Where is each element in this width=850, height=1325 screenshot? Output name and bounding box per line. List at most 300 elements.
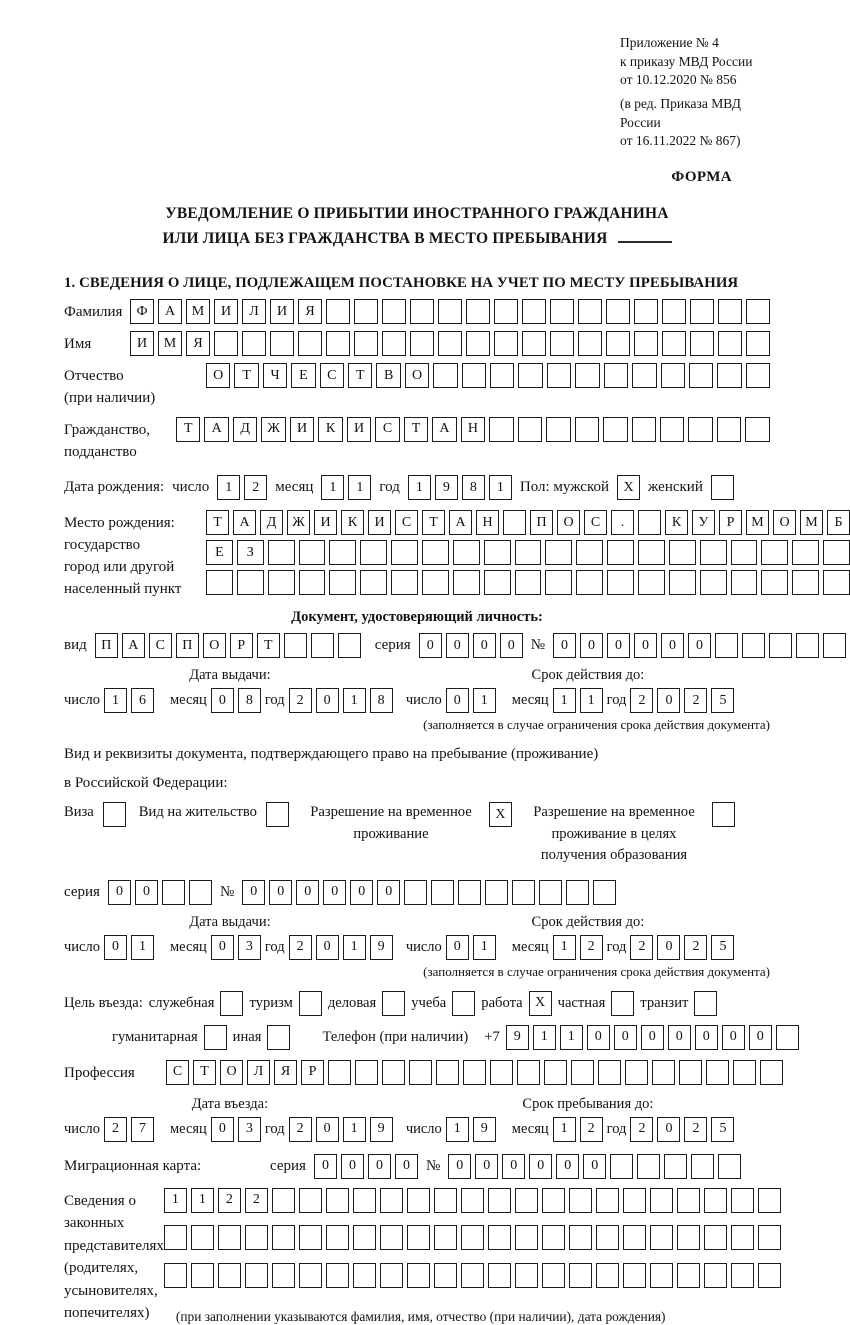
char-box[interactable]	[284, 633, 307, 658]
char-box[interactable]: 0	[104, 935, 127, 960]
char-box[interactable]: А	[122, 633, 145, 658]
char-box[interactable]: 1	[553, 688, 576, 713]
char-box[interactable]	[218, 1225, 241, 1250]
char-box[interactable]: И	[368, 510, 391, 535]
char-box[interactable]: 8	[370, 688, 393, 713]
char-box[interactable]: 0	[749, 1025, 772, 1050]
char-box[interactable]	[746, 363, 770, 388]
char-box[interactable]	[431, 880, 454, 905]
char-box[interactable]	[607, 540, 634, 565]
char-box[interactable]: И	[270, 299, 294, 324]
char-box[interactable]: А	[449, 510, 472, 535]
char-box[interactable]: Ч	[263, 363, 287, 388]
char-box[interactable]	[758, 1263, 781, 1288]
char-box[interactable]: О	[557, 510, 580, 535]
char-box[interactable]: Т	[193, 1060, 216, 1085]
char-box[interactable]: 1	[533, 1025, 556, 1050]
char-box[interactable]	[711, 475, 734, 500]
char-box[interactable]	[407, 1188, 430, 1213]
char-box[interactable]	[542, 1263, 565, 1288]
char-box[interactable]: Б	[827, 510, 850, 535]
char-box[interactable]	[434, 1263, 457, 1288]
char-box[interactable]	[632, 363, 656, 388]
char-box[interactable]: Ж	[287, 510, 310, 535]
char-box[interactable]	[694, 991, 717, 1016]
char-box[interactable]: 2	[580, 1117, 603, 1142]
char-box[interactable]	[466, 331, 490, 356]
char-box[interactable]: 9	[473, 1117, 496, 1142]
char-box[interactable]: 0	[135, 880, 158, 905]
char-box[interactable]: 9	[370, 935, 393, 960]
char-box[interactable]: И	[214, 299, 238, 324]
char-box[interactable]	[669, 570, 696, 595]
char-box[interactable]: 1	[343, 935, 366, 960]
char-box[interactable]: А	[158, 299, 182, 324]
char-box[interactable]: О	[203, 633, 226, 658]
char-box[interactable]	[270, 331, 294, 356]
char-box[interactable]: .	[611, 510, 634, 535]
char-box[interactable]	[823, 633, 846, 658]
char-box[interactable]: О	[220, 1060, 243, 1085]
char-box[interactable]	[550, 299, 574, 324]
char-box[interactable]	[103, 802, 126, 827]
char-box[interactable]	[191, 1263, 214, 1288]
char-box[interactable]: Е	[206, 540, 233, 565]
char-box[interactable]	[596, 1263, 619, 1288]
char-box[interactable]: 0	[316, 688, 339, 713]
char-box[interactable]: 1	[489, 475, 512, 500]
char-box[interactable]: 1	[560, 1025, 583, 1050]
char-box[interactable]	[391, 540, 418, 565]
char-box[interactable]	[353, 1188, 376, 1213]
char-box[interactable]: Д	[260, 510, 283, 535]
char-box[interactable]	[569, 1263, 592, 1288]
char-box[interactable]: Р	[301, 1060, 324, 1085]
char-box[interactable]: 1	[553, 935, 576, 960]
char-box[interactable]: 2	[684, 1117, 707, 1142]
char-box[interactable]: 2	[684, 935, 707, 960]
char-box[interactable]	[484, 570, 511, 595]
char-box[interactable]	[575, 363, 599, 388]
char-box[interactable]	[623, 1225, 646, 1250]
char-box[interactable]	[299, 1225, 322, 1250]
char-box[interactable]	[542, 1225, 565, 1250]
char-box[interactable]	[611, 991, 634, 1016]
char-box[interactable]: 1	[473, 935, 496, 960]
char-box[interactable]: 2	[580, 935, 603, 960]
char-box[interactable]	[704, 1263, 727, 1288]
char-box[interactable]: 0	[529, 1154, 552, 1179]
char-box[interactable]: 2	[630, 1117, 653, 1142]
char-box[interactable]	[422, 570, 449, 595]
char-box[interactable]: 5	[711, 688, 734, 713]
char-box[interactable]: Ф	[130, 299, 154, 324]
char-box[interactable]	[731, 1225, 754, 1250]
char-box[interactable]: 0	[211, 1117, 234, 1142]
char-box[interactable]: 0	[108, 880, 131, 905]
char-box[interactable]	[453, 540, 480, 565]
char-box[interactable]: 1	[104, 688, 127, 713]
char-box[interactable]: 0	[500, 633, 523, 658]
char-box[interactable]	[354, 331, 378, 356]
char-box[interactable]	[718, 1154, 741, 1179]
char-box[interactable]: 1	[321, 475, 344, 500]
char-box[interactable]: 0	[316, 935, 339, 960]
char-box[interactable]	[746, 299, 770, 324]
char-box[interactable]: 2	[630, 935, 653, 960]
char-box[interactable]: И	[290, 417, 314, 442]
char-box[interactable]	[452, 991, 475, 1016]
char-box[interactable]	[488, 1263, 511, 1288]
char-box[interactable]	[299, 1263, 322, 1288]
char-box[interactable]	[461, 1263, 484, 1288]
char-box[interactable]: 0	[641, 1025, 664, 1050]
char-box[interactable]	[545, 570, 572, 595]
char-box[interactable]	[266, 802, 289, 827]
char-box[interactable]	[596, 1225, 619, 1250]
char-box[interactable]	[438, 331, 462, 356]
char-box[interactable]	[206, 570, 233, 595]
char-box[interactable]	[433, 363, 457, 388]
char-box[interactable]	[638, 570, 665, 595]
char-box[interactable]	[690, 331, 714, 356]
char-box[interactable]: 2	[104, 1117, 127, 1142]
char-box[interactable]	[494, 331, 518, 356]
char-box[interactable]	[409, 1060, 432, 1085]
char-box[interactable]: 1	[580, 688, 603, 713]
char-box[interactable]	[328, 1060, 351, 1085]
char-box[interactable]	[623, 1188, 646, 1213]
char-box[interactable]	[162, 880, 185, 905]
char-box[interactable]: М	[746, 510, 769, 535]
char-box[interactable]	[268, 540, 295, 565]
char-box[interactable]	[463, 1060, 486, 1085]
char-box[interactable]	[715, 633, 738, 658]
char-box[interactable]	[542, 1188, 565, 1213]
char-box[interactable]	[410, 299, 434, 324]
char-box[interactable]	[326, 1263, 349, 1288]
char-box[interactable]	[706, 1060, 729, 1085]
char-box[interactable]: 0	[722, 1025, 745, 1050]
char-box[interactable]	[458, 880, 481, 905]
char-box[interactable]	[410, 331, 434, 356]
char-box[interactable]	[758, 1188, 781, 1213]
char-box[interactable]: И	[314, 510, 337, 535]
char-box[interactable]	[299, 991, 322, 1016]
char-box[interactable]	[823, 540, 850, 565]
char-box[interactable]	[769, 633, 792, 658]
char-box[interactable]: 0	[657, 688, 680, 713]
char-box[interactable]	[494, 299, 518, 324]
char-box[interactable]	[733, 1060, 756, 1085]
char-box[interactable]	[576, 540, 603, 565]
char-box[interactable]: Н	[476, 510, 499, 535]
char-box[interactable]	[575, 417, 599, 442]
char-box[interactable]	[189, 880, 212, 905]
char-box[interactable]	[407, 1225, 430, 1250]
char-box[interactable]	[490, 1060, 513, 1085]
char-box[interactable]: 0	[473, 633, 496, 658]
char-box[interactable]	[677, 1188, 700, 1213]
char-box[interactable]: Т	[176, 417, 200, 442]
char-box[interactable]	[360, 570, 387, 595]
char-box[interactable]	[742, 633, 765, 658]
char-box[interactable]: 0	[446, 935, 469, 960]
char-box[interactable]	[391, 570, 418, 595]
char-box[interactable]	[718, 331, 742, 356]
char-box[interactable]: 2	[218, 1188, 241, 1213]
char-box[interactable]	[484, 540, 511, 565]
char-box[interactable]	[466, 299, 490, 324]
char-box[interactable]: 1	[473, 688, 496, 713]
char-box[interactable]	[625, 1060, 648, 1085]
char-box[interactable]: 9	[435, 475, 458, 500]
char-box[interactable]: 0	[242, 880, 265, 905]
char-box[interactable]	[731, 570, 758, 595]
char-box[interactable]	[380, 1225, 403, 1250]
char-box[interactable]	[382, 299, 406, 324]
char-box[interactable]: 8	[238, 688, 261, 713]
char-box[interactable]	[539, 880, 562, 905]
char-box[interactable]	[298, 331, 322, 356]
char-box[interactable]	[669, 540, 696, 565]
char-box[interactable]	[717, 363, 741, 388]
char-box[interactable]	[712, 802, 735, 827]
char-box[interactable]	[792, 540, 819, 565]
char-box[interactable]: 3	[238, 1117, 261, 1142]
char-box[interactable]: 0	[688, 633, 711, 658]
char-box[interactable]	[490, 363, 514, 388]
char-box[interactable]	[299, 1188, 322, 1213]
char-box[interactable]	[214, 331, 238, 356]
char-box[interactable]	[634, 331, 658, 356]
char-box[interactable]	[267, 1025, 290, 1050]
char-box[interactable]	[689, 363, 713, 388]
char-box[interactable]: 2	[289, 935, 312, 960]
char-box[interactable]	[700, 540, 727, 565]
char-box[interactable]: 0	[211, 935, 234, 960]
char-box[interactable]: X	[489, 802, 512, 827]
char-box[interactable]: 2	[684, 688, 707, 713]
char-box[interactable]	[677, 1263, 700, 1288]
char-box[interactable]: 0	[661, 633, 684, 658]
char-box[interactable]: О	[206, 363, 230, 388]
char-box[interactable]: Т	[404, 417, 428, 442]
char-box[interactable]	[353, 1225, 376, 1250]
char-box[interactable]: 5	[711, 935, 734, 960]
char-box[interactable]	[272, 1225, 295, 1250]
char-box[interactable]	[488, 1188, 511, 1213]
char-box[interactable]	[745, 417, 769, 442]
char-box[interactable]	[245, 1263, 268, 1288]
char-box[interactable]: С	[395, 510, 418, 535]
char-box[interactable]	[329, 540, 356, 565]
char-box[interactable]	[237, 570, 264, 595]
char-box[interactable]	[272, 1188, 295, 1213]
char-box[interactable]	[360, 540, 387, 565]
char-box[interactable]	[662, 299, 686, 324]
char-box[interactable]	[404, 880, 427, 905]
char-box[interactable]	[731, 1263, 754, 1288]
char-box[interactable]	[632, 417, 656, 442]
char-box[interactable]: 0	[446, 688, 469, 713]
char-box[interactable]: 1	[343, 1117, 366, 1142]
char-box[interactable]: 1	[217, 475, 240, 500]
char-box[interactable]	[650, 1263, 673, 1288]
char-box[interactable]	[522, 299, 546, 324]
char-box[interactable]: 0	[657, 1117, 680, 1142]
char-box[interactable]	[380, 1188, 403, 1213]
char-box[interactable]	[380, 1263, 403, 1288]
char-box[interactable]: 1	[343, 688, 366, 713]
char-box[interactable]: 0	[583, 1154, 606, 1179]
char-box[interactable]: 0	[634, 633, 657, 658]
char-box[interactable]	[434, 1225, 457, 1250]
char-box[interactable]: 0	[368, 1154, 391, 1179]
char-box[interactable]	[518, 417, 542, 442]
char-box[interactable]	[191, 1225, 214, 1250]
char-box[interactable]: 0	[502, 1154, 525, 1179]
char-box[interactable]	[245, 1225, 268, 1250]
char-box[interactable]: 1	[191, 1188, 214, 1213]
char-box[interactable]	[652, 1060, 675, 1085]
char-box[interactable]: 1	[348, 475, 371, 500]
char-box[interactable]	[311, 633, 334, 658]
char-box[interactable]: 3	[238, 935, 261, 960]
char-box[interactable]: Т	[206, 510, 229, 535]
char-box[interactable]	[489, 417, 513, 442]
char-box[interactable]: А	[432, 417, 456, 442]
char-box[interactable]	[664, 1154, 687, 1179]
char-box[interactable]	[576, 570, 603, 595]
char-box[interactable]	[268, 570, 295, 595]
char-box[interactable]	[598, 1060, 621, 1085]
char-box[interactable]: Я	[274, 1060, 297, 1085]
char-box[interactable]	[704, 1225, 727, 1250]
char-box[interactable]	[218, 1263, 241, 1288]
char-box[interactable]	[382, 991, 405, 1016]
char-box[interactable]	[485, 880, 508, 905]
char-box[interactable]	[515, 1263, 538, 1288]
char-box[interactable]	[691, 1154, 714, 1179]
char-box[interactable]	[326, 1225, 349, 1250]
char-box[interactable]: 0	[475, 1154, 498, 1179]
char-box[interactable]	[220, 991, 243, 1016]
char-box[interactable]: Я	[298, 299, 322, 324]
char-box[interactable]: 0	[350, 880, 373, 905]
char-box[interactable]: С	[149, 633, 172, 658]
char-box[interactable]	[164, 1225, 187, 1250]
char-box[interactable]	[355, 1060, 378, 1085]
char-box[interactable]: Т	[234, 363, 258, 388]
char-box[interactable]	[606, 299, 630, 324]
char-box[interactable]: К	[341, 510, 364, 535]
char-box[interactable]: Л	[247, 1060, 270, 1085]
char-box[interactable]	[569, 1225, 592, 1250]
char-box[interactable]: 0	[316, 1117, 339, 1142]
char-box[interactable]: Л	[242, 299, 266, 324]
char-box[interactable]: 2	[630, 688, 653, 713]
char-box[interactable]: 0	[419, 633, 442, 658]
char-box[interactable]	[242, 331, 266, 356]
char-box[interactable]: 0	[657, 935, 680, 960]
char-box[interactable]	[164, 1263, 187, 1288]
char-box[interactable]: У	[692, 510, 715, 535]
char-box[interactable]	[547, 363, 571, 388]
char-box[interactable]	[272, 1263, 295, 1288]
char-box[interactable]	[545, 540, 572, 565]
char-box[interactable]: К	[665, 510, 688, 535]
char-box[interactable]	[731, 1188, 754, 1213]
char-box[interactable]: Т	[348, 363, 372, 388]
char-box[interactable]	[422, 540, 449, 565]
char-box[interactable]	[522, 331, 546, 356]
char-box[interactable]	[688, 417, 712, 442]
char-box[interactable]: З	[237, 540, 264, 565]
char-box[interactable]	[299, 540, 326, 565]
char-box[interactable]: 7	[131, 1117, 154, 1142]
char-box[interactable]	[634, 299, 658, 324]
char-box[interactable]	[353, 1263, 376, 1288]
char-box[interactable]: 2	[289, 1117, 312, 1142]
char-box[interactable]	[823, 570, 850, 595]
char-box[interactable]	[544, 1060, 567, 1085]
char-box[interactable]: 8	[462, 475, 485, 500]
char-box[interactable]	[717, 417, 741, 442]
char-box[interactable]: Т	[257, 633, 280, 658]
char-box[interactable]	[515, 570, 542, 595]
char-box[interactable]	[382, 1060, 405, 1085]
char-box[interactable]	[623, 1263, 646, 1288]
char-box[interactable]	[326, 1188, 349, 1213]
char-box[interactable]: 0	[269, 880, 292, 905]
char-box[interactable]	[550, 331, 574, 356]
char-box[interactable]: 0	[211, 688, 234, 713]
char-box[interactable]: М	[186, 299, 210, 324]
char-box[interactable]: 2	[289, 688, 312, 713]
char-box[interactable]: Н	[461, 417, 485, 442]
char-box[interactable]	[661, 363, 685, 388]
char-box[interactable]: 1	[446, 1117, 469, 1142]
char-box[interactable]	[326, 299, 350, 324]
char-box[interactable]: 0	[377, 880, 400, 905]
char-box[interactable]: 2	[244, 475, 267, 500]
char-box[interactable]	[650, 1225, 673, 1250]
char-box[interactable]: 0	[314, 1154, 337, 1179]
char-box[interactable]: 5	[711, 1117, 734, 1142]
char-box[interactable]	[299, 570, 326, 595]
char-box[interactable]: С	[375, 417, 399, 442]
char-box[interactable]: С	[320, 363, 344, 388]
char-box[interactable]: С	[584, 510, 607, 535]
char-box[interactable]	[718, 299, 742, 324]
char-box[interactable]	[596, 1188, 619, 1213]
char-box[interactable]	[758, 1225, 781, 1250]
char-box[interactable]: 0	[448, 1154, 471, 1179]
char-box[interactable]	[746, 331, 770, 356]
char-box[interactable]	[650, 1188, 673, 1213]
char-box[interactable]: 0	[446, 633, 469, 658]
char-box[interactable]: X	[617, 475, 640, 500]
char-box[interactable]	[610, 1154, 633, 1179]
char-box[interactable]: 6	[131, 688, 154, 713]
char-box[interactable]: А	[204, 417, 228, 442]
char-box[interactable]: А	[233, 510, 256, 535]
char-box[interactable]	[488, 1225, 511, 1250]
char-box[interactable]: Е	[291, 363, 315, 388]
char-box[interactable]	[461, 1225, 484, 1250]
char-box[interactable]	[638, 510, 661, 535]
